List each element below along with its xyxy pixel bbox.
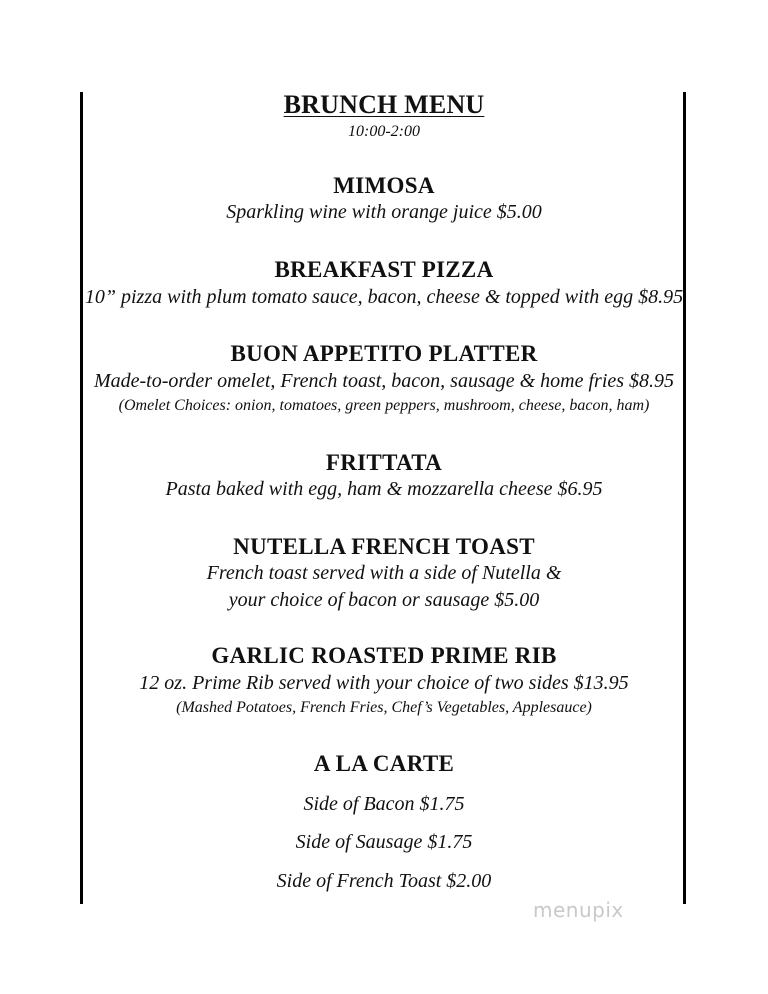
menu-title: BRUNCH MENU [283,90,485,119]
item-breakfast-pizza-description: 10” pizza with plum tomato sauce, bacon, cheese & topped with egg $8.95 [84,286,684,308]
menupix-watermark: menupix [533,898,624,922]
a-la-carte-item: Side of Sausage $1.75 [295,831,473,853]
item-nutella-french-toast-name: NUTELLA FRENCH TOAST [233,534,535,559]
item-breakfast-pizza-name: BREAKFAST PIZZA [274,257,494,282]
item-frittata-description: Pasta baked with egg, ham & mozzarella cheese $6.95 [165,478,603,500]
item-nutella-french-toast-description-line2: your choice of bacon or sausage $5.00 [228,589,540,611]
a-la-carte-heading: A LA CARTE [313,751,455,776]
item-prime-rib-description: 12 oz. Prime Rib served with your choice of two sides $13.95 [139,672,629,694]
item-buon-appetito-platter-description: Made-to-order omelet, French toast, bacon, sausage & home fries $8.95 [93,370,675,392]
item-buon-appetito-platter-note: (Omelet Choices: onion, tomatoes, green peppers, mushroom, cheese, bacon, ham) [118,397,650,414]
item-mimosa-description: Sparkling wine with orange juice $5.00 [226,201,542,223]
menu-hours: 10:00-2:00 [348,123,420,140]
item-prime-rib-note: (Mashed Potatoes, French Fries, Chef’s Vegetables, Applesauce) [176,699,592,716]
item-frittata-name: FRITTATA [325,450,443,475]
a-la-carte-item: Side of Bacon $1.75 [303,793,465,815]
item-buon-appetito-platter-name: BUON APPETITO PLATTER [230,341,538,366]
a-la-carte-item: Side of French Toast $2.00 [276,870,492,892]
item-nutella-french-toast-description-line1: French toast served with a side of Nutella & [206,562,562,584]
item-mimosa-name: MIMOSA [333,173,435,198]
item-prime-rib-name: GARLIC ROASTED PRIME RIB [211,643,557,668]
